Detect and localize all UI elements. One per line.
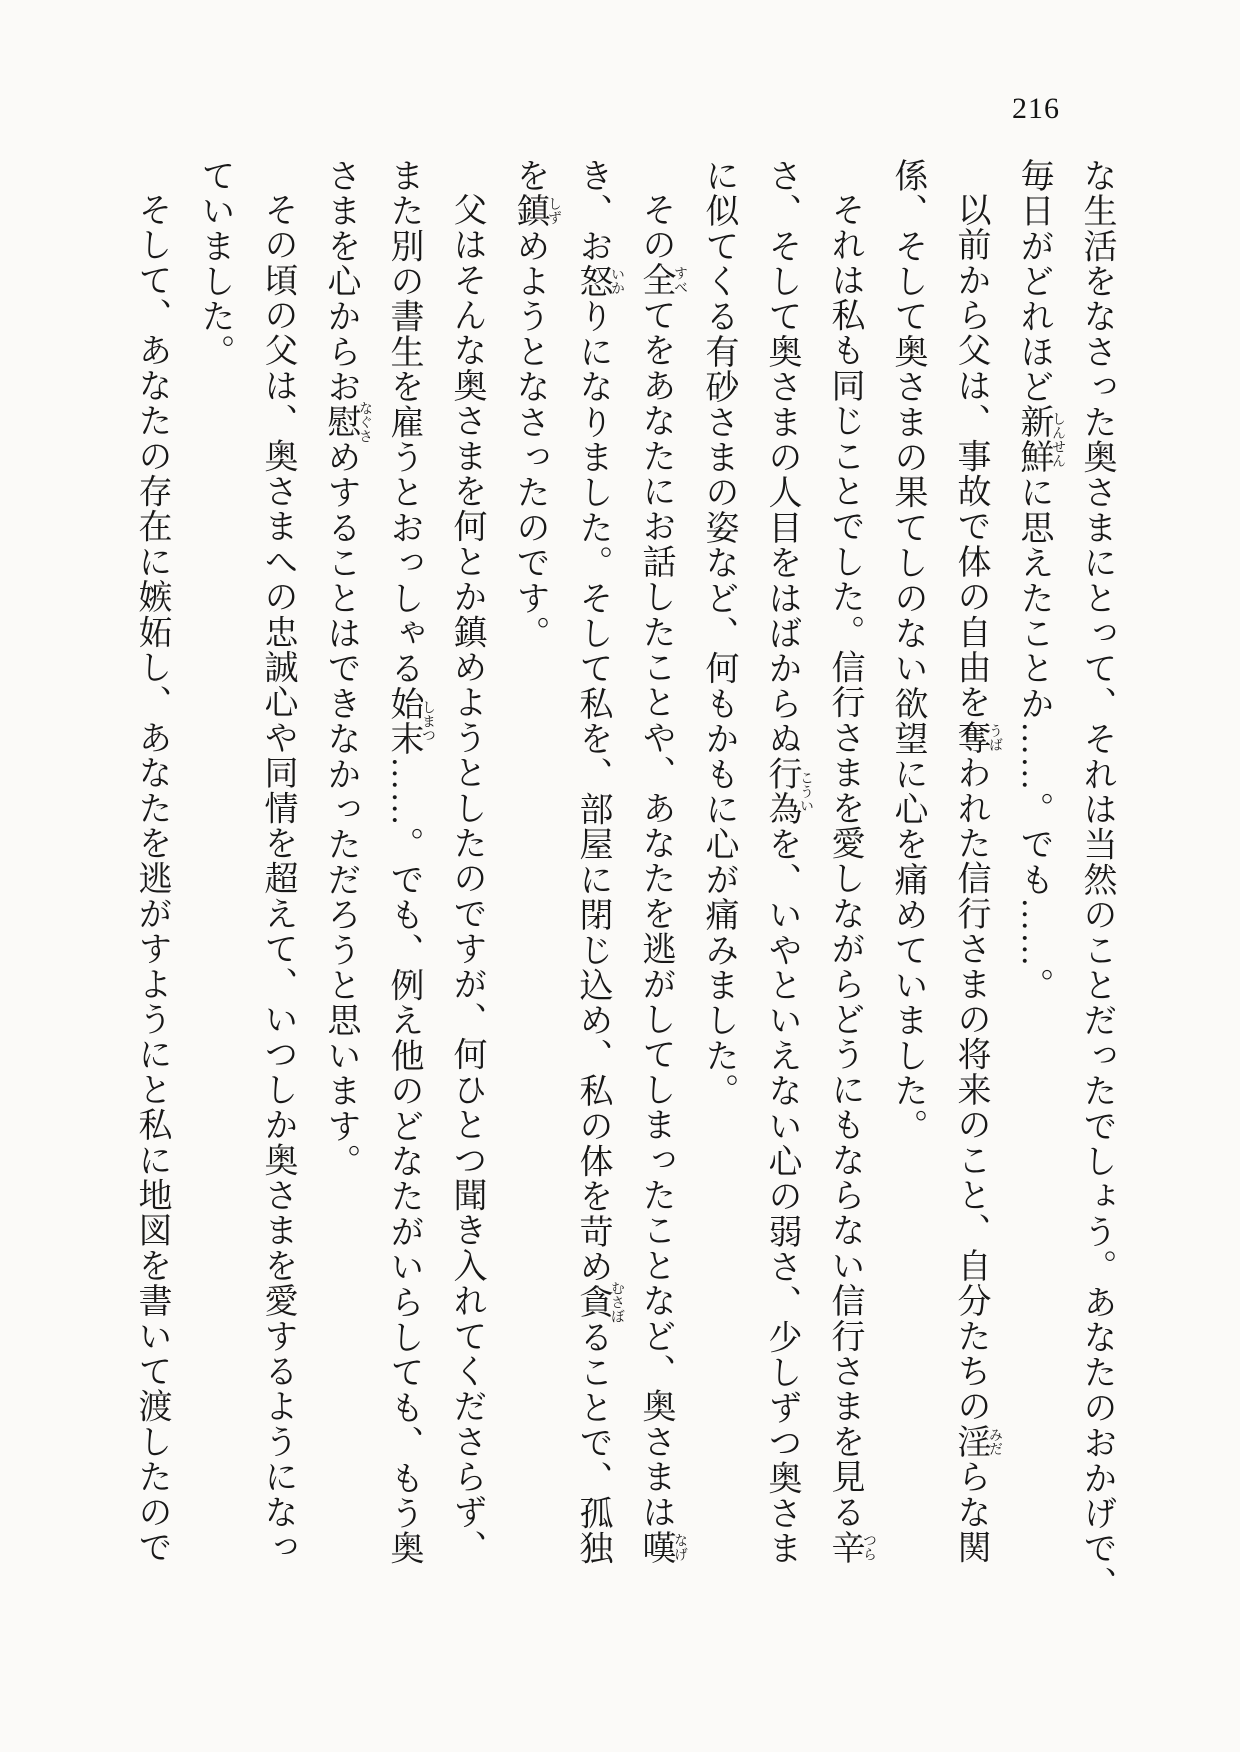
text-line: その頃の父は、奥さまへの忠誠心や同情を超えて、いつしか奥さまを愛するようになっ: [259, 192, 296, 1565]
ruby-annotated-word: 全すべ: [637, 262, 687, 298]
text-line: 毎日がどれほど新鮮しんせんに思えたことか……。でも……。: [1015, 158, 1065, 1003]
text-line: に似てくる有砂さまの姿など、何もかもに心が痛みました。: [700, 158, 737, 1109]
ruby-annotated-word: 淫みだ: [952, 1424, 1002, 1460]
text-line: そして、あなたの存在に嫉妬し、あなたを逃がすようにと私に地図を書いて渡したので: [133, 192, 170, 1565]
ruby-annotated-word: 奪うば: [952, 720, 1002, 756]
ruby-annotated-word: 新鮮しんせん: [1015, 404, 1065, 475]
vertical-text-block: [110, 158, 1128, 1602]
text-line: 以前から父は、事故で体の自由を奪うばわれた信行さまの将来のこと、自分たちの淫みだらな関: [952, 192, 1002, 1565]
ruby-annotated-word: 慰なぐさ: [322, 401, 372, 444]
text-line: 父はそんな奥さまを何とか鎮めようとしたのですが、何ひとつ聞き入れてくださらず、: [448, 192, 485, 1565]
text-line: な生活をなさった奥さまにとって、それは当然のことだったでしょう。あなたのおかげで、: [1078, 158, 1115, 1602]
text-line: ていました。: [196, 158, 233, 370]
page-number: 216: [1012, 92, 1060, 125]
ruby-annotated-word: 鎮しず: [511, 193, 561, 229]
ruby-annotated-word: 貪むさぼ: [574, 1281, 624, 1324]
text-line: 係、そして奥さまの果てしのない欲望に心を痛めていました。: [889, 158, 926, 1144]
text-line: その全すべてをあなたにお話したことや、あなたを逃がしてしまったことなど、奥さまは嘆なげ: [637, 192, 687, 1565]
ruby-annotated-word: 始末しまつ: [385, 686, 435, 757]
text-line: さまを心からお慰なぐさめすることはできなかっただろうと思います。: [322, 158, 372, 1179]
text-line: また別の書生を雇うとおっしゃる始末しまつ……。でも、例え他のどなたがいらしても、もう奥: [385, 158, 435, 1567]
text-line: さ、そして奥さまの人目をはばからぬ行為こういを、いやといえない心の弱さ、少しずつ奥さま: [763, 158, 813, 1567]
text-line: を鎮しずめようとなさったのです。: [511, 158, 561, 651]
ruby-annotated-word: 嘆なげ: [637, 1529, 687, 1565]
text-line: き、お怒いかりになりました。そして私を、部屋に閉じ込め、私の体を苛め貪むさぼることで、孤独: [574, 158, 624, 1567]
ruby-annotated-word: 怒いか: [574, 263, 624, 299]
text-line: それは私も同じことでした。信行さまを愛しながらどうにもならない信行さまを見る辛つら: [826, 192, 876, 1565]
ruby-annotated-word: 行為こうい: [763, 756, 813, 827]
ruby-annotated-word: 辛つら: [826, 1529, 876, 1565]
